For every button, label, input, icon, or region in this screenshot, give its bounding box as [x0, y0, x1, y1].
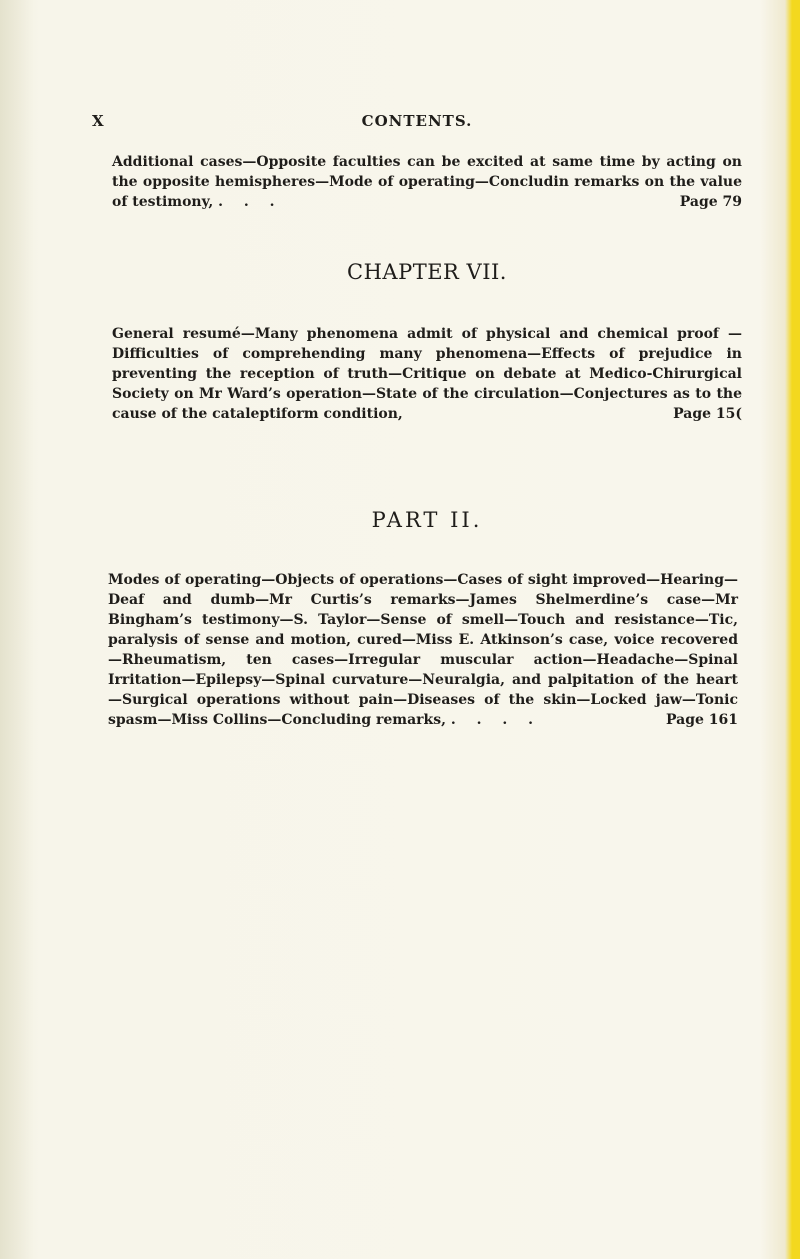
previous-chapter-page-ref: Page 79 — [679, 194, 742, 210]
part-ii-heading: PART II. — [371, 508, 483, 532]
page-folio: X — [92, 112, 104, 130]
page-gutter-shadow — [0, 0, 34, 1259]
chapter-vii-text: General resumé—Many phenomena admit of physical and chemical proof —Difficulties of comprehending many phenomena—Effects of prejudice in preventing the reception of truth—Critique on debate at Medico-Chirurgical Society on Mr Ward’s operation—State of the circulation—Conjectures as to the cause of the cataleptiform condition, — [112, 326, 742, 422]
part-ii-entry — [108, 570, 738, 730]
previous-chapter-entry — [112, 152, 742, 212]
chapter-vii-entry — [112, 324, 742, 424]
running-head — [92, 112, 742, 136]
part-ii-page-ref: Page 161 — [665, 712, 738, 728]
part-ii-leaders: . . . . — [450, 712, 542, 728]
chapter-vii-page-ref: Page 15( — [673, 406, 742, 422]
chapter-vii-heading: CHAPTER VII. — [347, 260, 507, 284]
previous-chapter-leaders: . . . — [218, 194, 283, 210]
running-title: CONTENTS. — [361, 112, 473, 130]
previous-chapter-text: Additional cases—Opposite faculties can be excited at same time by acting on the opposite hemispheres—Mode of operating—Concludin remarks on the value of testimony, — [112, 154, 742, 210]
part-ii-text: Modes of operating—Objects of operations—Cases of sight improved—Hearing—Deaf and dumb—Mr Curtis’s remarks—James Shelmerdine’s case—Mr Bingham’s testimony—S. Taylor—Sense of smell—Touch and resistance—Tic, paralysis of sense and motion, cured—Miss E. Atkinson’s case, voice recovered—Rheumatism, ten cases—Irregular muscular action—Headache—Spinal Irritation—Epilepsy—Spinal curvature—Neuralgia, and palpitation of the heart—Surgical operations without pain—Diseases of the skin—Locked jaw—Tonic spasm—Miss Collins—Concluding remarks, — [108, 572, 738, 728]
